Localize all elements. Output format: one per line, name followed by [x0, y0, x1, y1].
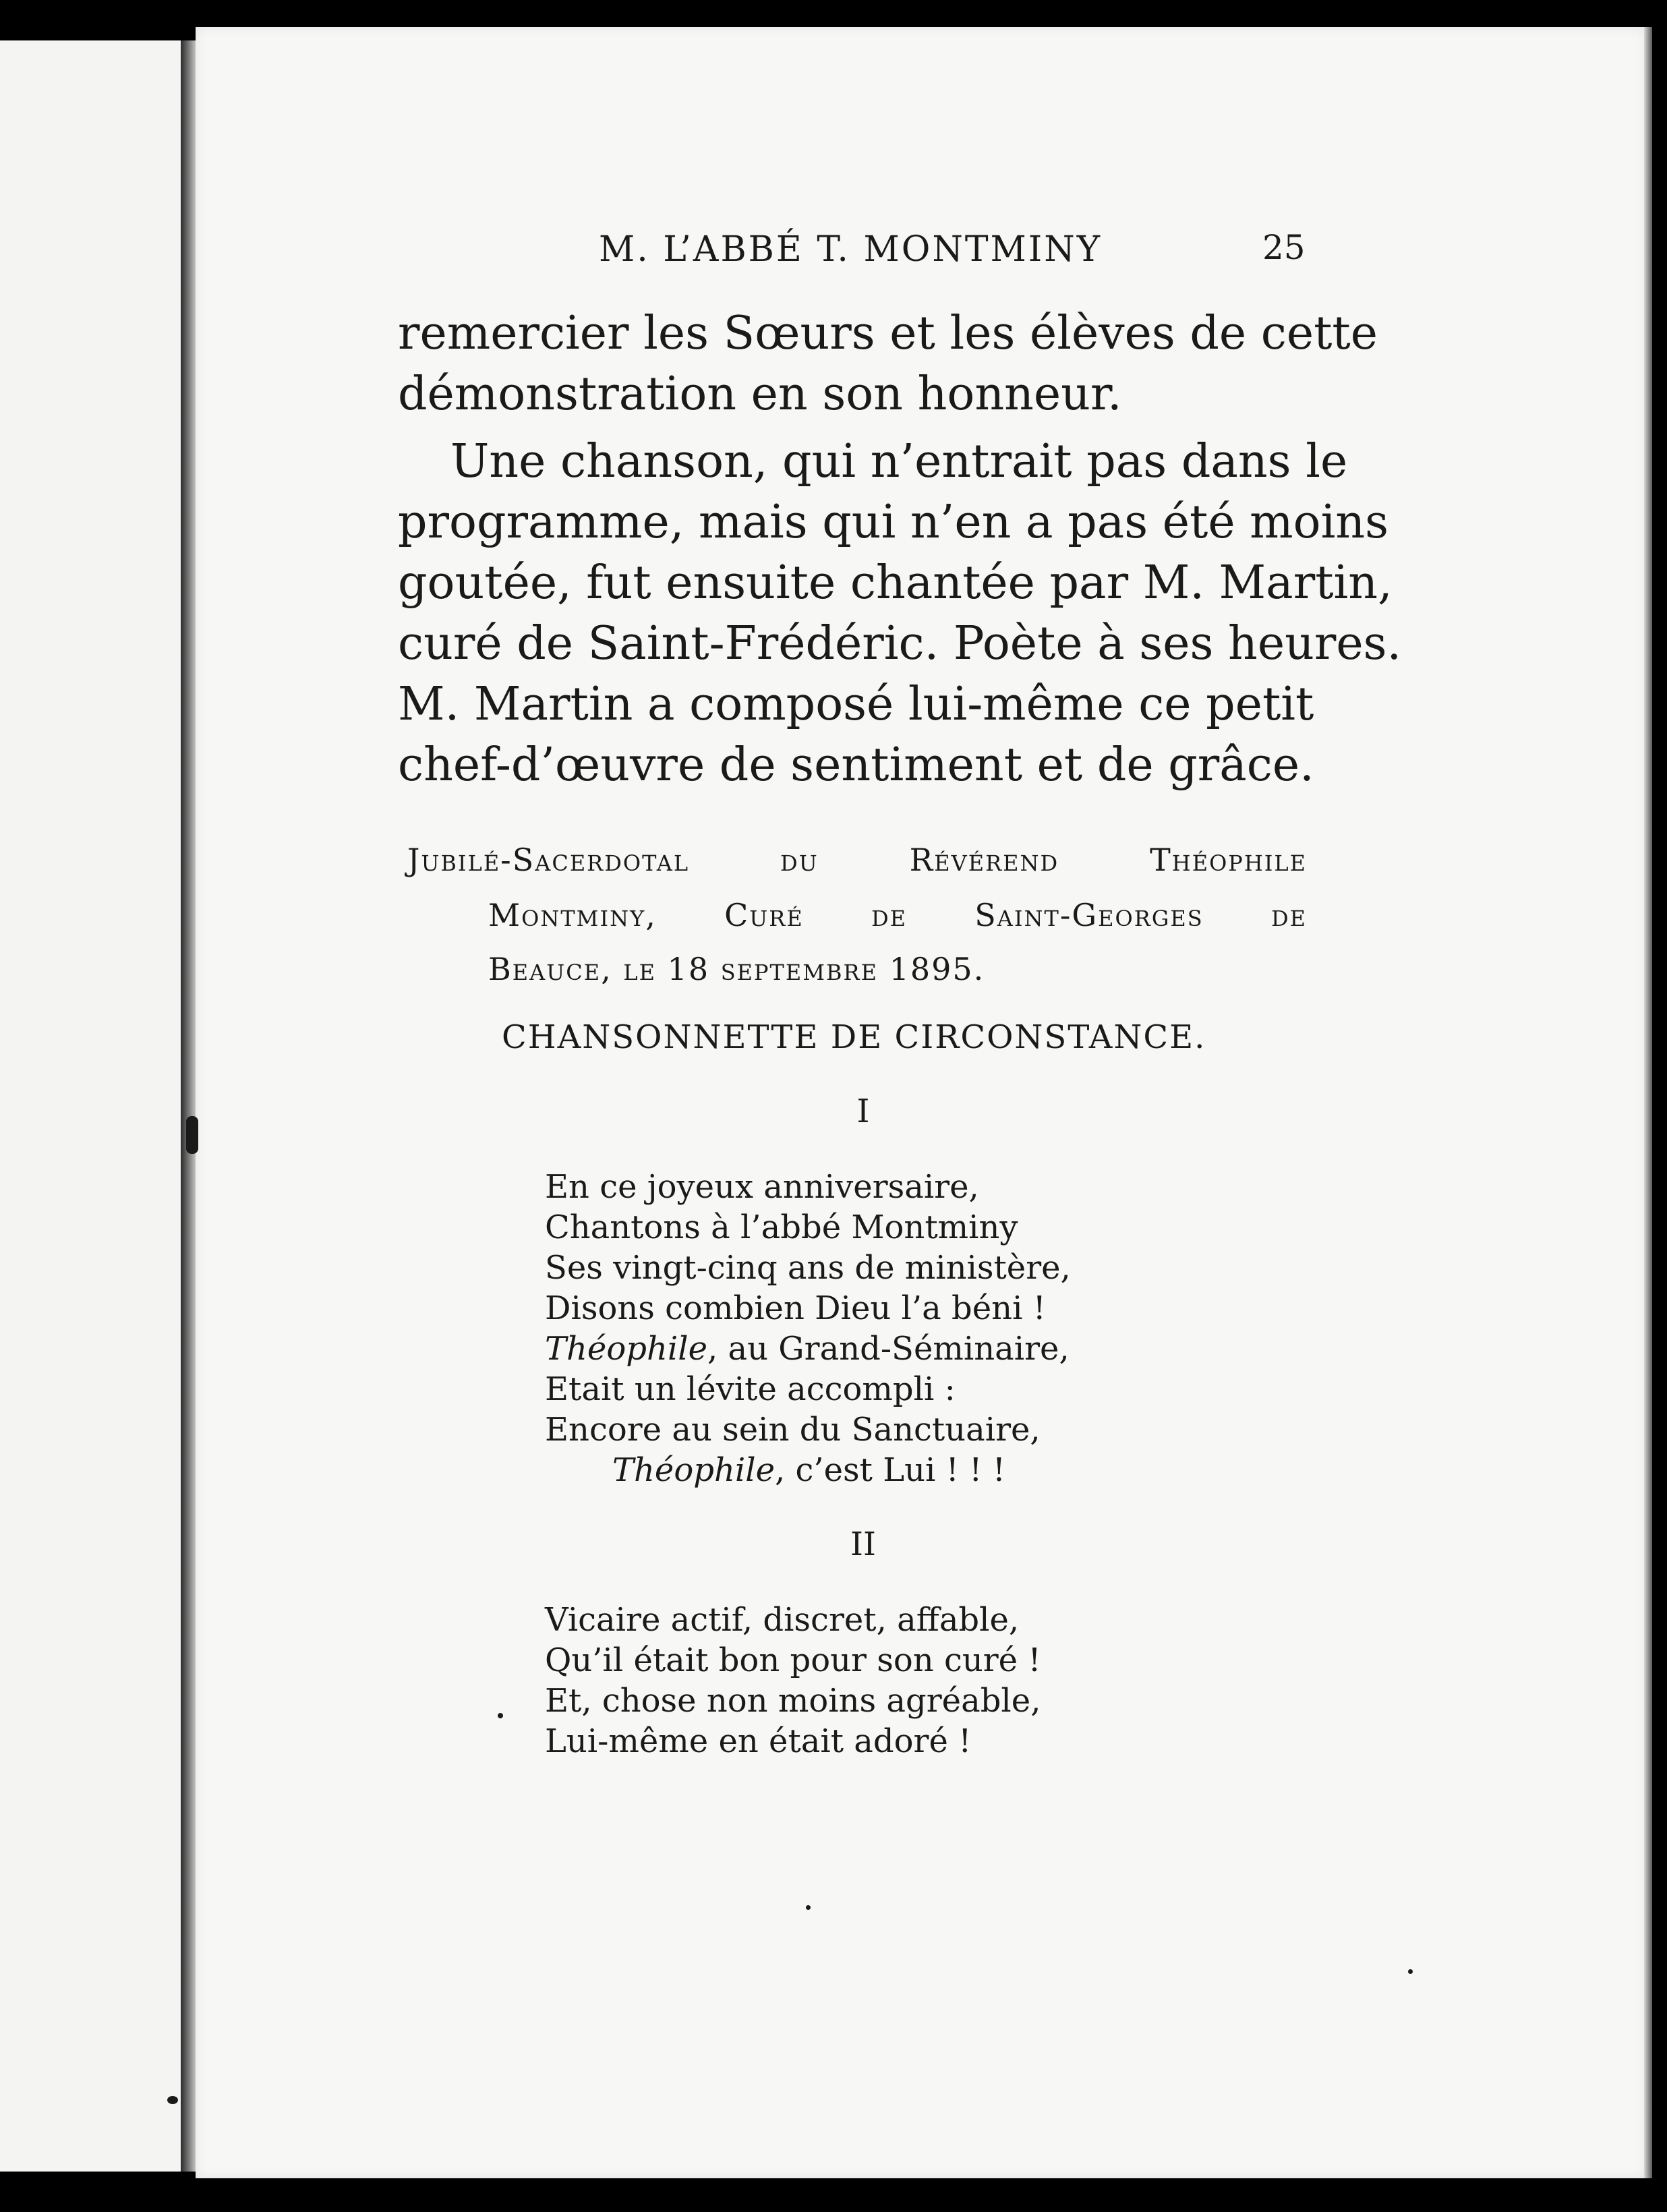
ink-speck — [806, 1905, 811, 1910]
verse-line — [545, 1329, 1070, 1369]
song-title: CHANSONNETTE DE CIRCONSTANCE. — [502, 1018, 1206, 1056]
paragraph-line: curé de Saint-Frédéric. Poète à ses heures. — [398, 617, 1402, 670]
verse-line: En ce joyeux anniversaire, — [545, 1168, 979, 1206]
paragraph-line: chef-d’œuvre de sentiment et de grâce. — [398, 738, 1314, 792]
ink-speck — [1408, 1969, 1413, 1974]
running-head: M. L’ABBÉ T. MONTMINY — [599, 229, 1103, 270]
verse-line: Disons combien Dieu l’a béni ! — [545, 1289, 1046, 1327]
page-number: 25 — [1262, 228, 1306, 267]
dedication-heading-line: Beauce, le 18 septembre 1895. — [488, 951, 985, 987]
verse-line: Vicaire actif, discret, affable, — [545, 1601, 1020, 1639]
dedication-heading-line: Jubilé-Sacerdotal du Révérend Théophile — [407, 842, 1307, 878]
stanza-number: II — [850, 1525, 876, 1563]
verse-line: Et, chose non moins agréable, — [545, 1682, 1041, 1720]
paragraph-line: programme, mais qui n’en a pas été moins — [398, 496, 1389, 549]
verse-line: Chantons à l’abbé Montminy — [545, 1209, 1018, 1246]
paragraph-line: Une chanson, qui n’entrait pas dans le — [450, 435, 1348, 488]
verse-line: Ses vingt-cinq ans de ministère, — [545, 1249, 1071, 1287]
verse-line: Lui-même en était adoré ! — [545, 1722, 972, 1760]
verse-line — [612, 1450, 1005, 1490]
paragraph-line: démonstration en son honneur. — [398, 368, 1122, 421]
verse-text: , c’est Lui ! ! ! — [774, 1451, 1006, 1489]
verse-line: Etait un lévite accompli : — [545, 1370, 956, 1408]
binding-mark — [186, 1116, 198, 1154]
previous-page-edge — [0, 40, 191, 2172]
ink-speck — [498, 1713, 503, 1718]
italic-name: Théophile — [612, 1451, 775, 1489]
ink-speck — [167, 2096, 178, 2104]
stanza-number: I — [856, 1093, 870, 1130]
paragraph-line: goutée, fut ensuite chantée par M. Martin, — [398, 556, 1393, 610]
dedication-heading-line: Montminy, Curé de Saint-Georges de — [488, 897, 1307, 933]
paragraph-line: remercier les Sœurs et les élèves de cette — [398, 307, 1378, 360]
page-edge — [1644, 27, 1652, 2178]
verse-line: Encore au sein du Sanctuaire, — [545, 1411, 1041, 1449]
verse-line: Qu’il était bon pour son curé ! — [545, 1641, 1041, 1679]
book-gutter — [181, 40, 197, 2172]
italic-name: Théophile — [545, 1330, 707, 1368]
verse-text: , au Grand-Séminaire, — [707, 1330, 1070, 1368]
paragraph-line: M. Martin a composé lui-même ce petit — [398, 678, 1314, 731]
